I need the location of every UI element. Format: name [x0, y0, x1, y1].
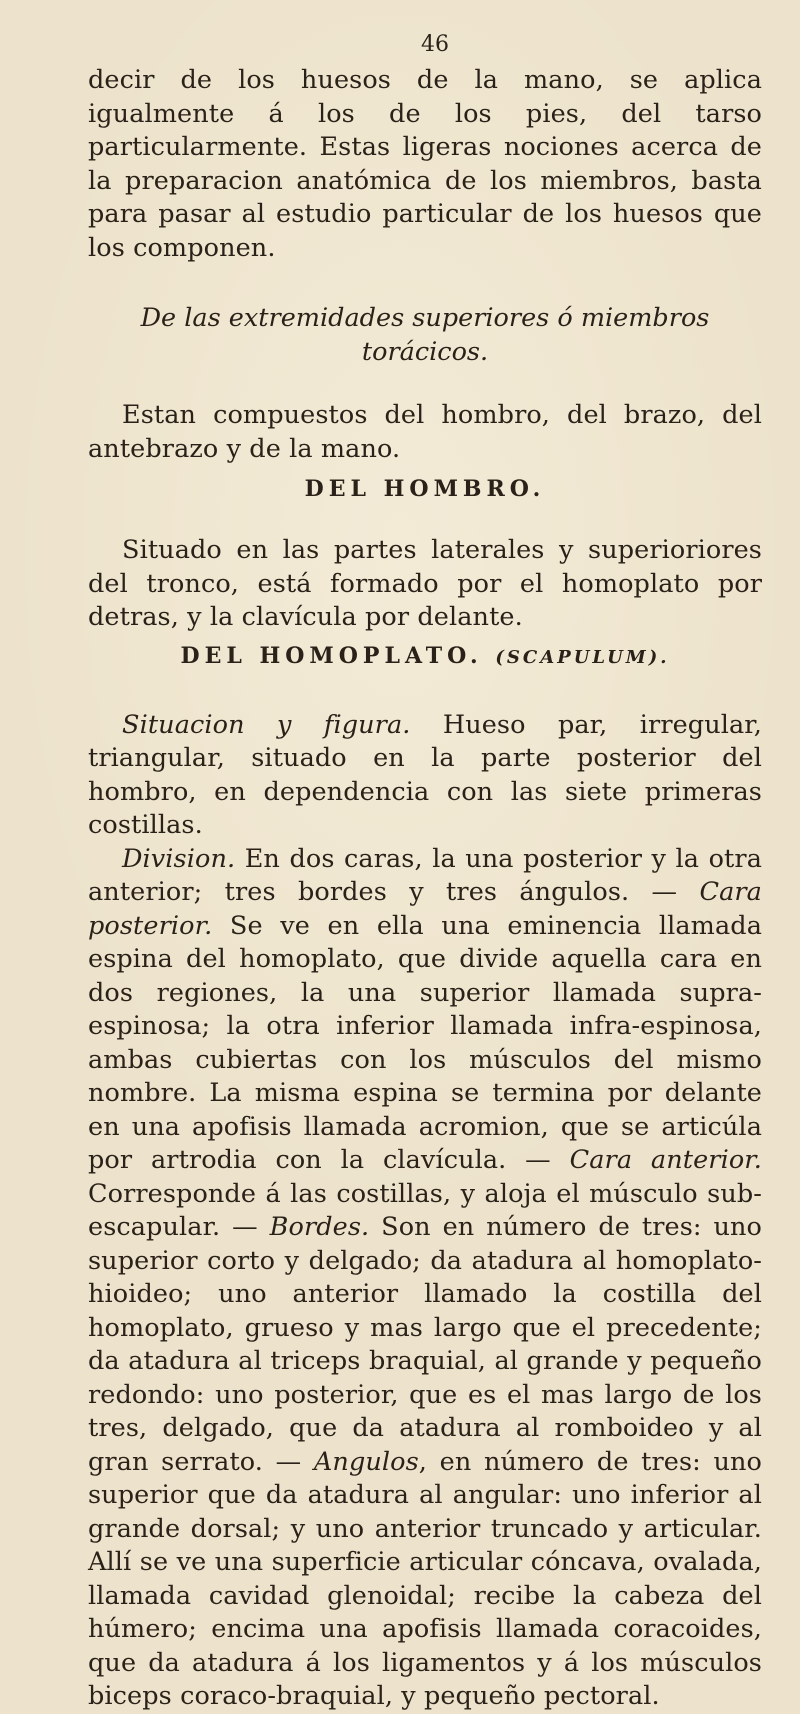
division-label: Division. — [122, 843, 236, 874]
situacion-label: Situacion y figura. — [122, 709, 411, 740]
division-text-1: En dos caras, la una posterior y la otra anterior; tres bordes y tres ángulos. — — [88, 843, 762, 907]
subheading: De las extremidades superiores ó miembros torácicos. — [140, 303, 710, 367]
cara-anterior-label: Cara anterior. — [569, 1145, 762, 1175]
division-text-3: Corresponde á las costillas, y aloja el músculo sub-escapular. — — [88, 1178, 762, 1242]
section-title-shoulder: DEL HOMBRO. — [304, 476, 546, 502]
bordes-label: Bordes. — [269, 1212, 370, 1242]
section-title-scapula-latin: (SCAPULUM). — [495, 646, 670, 668]
cara-posterior-label: Cara posterior. — [88, 877, 762, 941]
shoulder-paragraph: Situado en las partes laterales y superioriores del tronco, está formado por el homoplato por detras, y la clavícula por delante. — [88, 535, 762, 632]
angulos-label: Angulos — [313, 1446, 419, 1477]
division-text-5: , en número de tres: uno superior que da atadura al angular: uno inferior al grande dorsal; y uno anterior truncado y articular. Allí se ve una superficie articular cóncava, ovalada, llamada cavidad glenoidal; recibe la cabeza del húmero; encima una apofisis llamada coracoides, que da atadura á los ligamentos y á los músculos biceps coraco-braquial, y pequeño pectoral. — [88, 1446, 762, 1711]
page-number: 46 — [421, 32, 449, 57]
section-title-scapula-text: DEL HOMOPLATO. — [180, 642, 483, 669]
division-text-4: Son en número de tres: uno superior corto y delgado; da atadura al homoplato-hioideo; uno anterior llamado la costilla del homoplato, grueso y mas largo que el precedente; da atadura al triceps braquial, al grande y pequeño redondo: uno posterior, que es el mas largo de los tres, delgado, que da atadura al romboideo y al gran serrato. — — [88, 1212, 762, 1477]
intro-paragraph: decir de los huesos de la mano, se aplica igualmente á los de los pies, del tarso particularmente. Estas ligeras nociones acerca de la preparacion anatómica de los miembros, basta para pasar al estudio particular de los huesos que los componen. — [88, 65, 762, 263]
situacion-text: Hueso par, irregular, triangular, situado en la parte posterior del hombro, en dependencia con las siete primeras costillas. — [88, 709, 763, 840]
extremities-paragraph: Estan compuestos del hombro, del brazo, del antebrazo y de la mano. — [88, 400, 762, 464]
situacion-paragraph — [88, 709, 762, 843]
division-paragraph — [88, 843, 762, 1714]
section-title-scapula — [88, 641, 762, 673]
division-text-2: Se ve en ella una eminencia llamada espina del homoplato, que divide aquella cara en dos regiones, la una superior llamada supra-espinosa; la otra inferior llamada infra-espinosa, ambas cubiertas con los músculos del mismo nombre. La misma espina se termina por delante en una apofisis llamada acromion, que se articúla por artrodia con la clavícula. — — [88, 910, 762, 1175]
